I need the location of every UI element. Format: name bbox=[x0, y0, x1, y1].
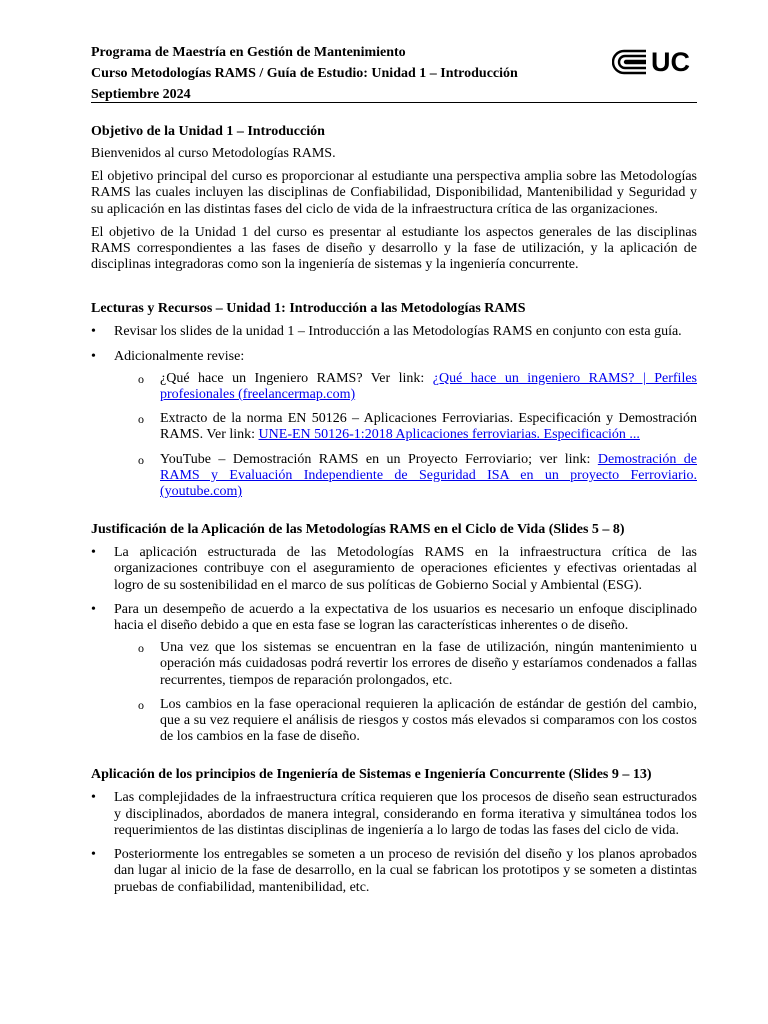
sublist-item-text: Una vez que los sistemas se encuentran en la fase de utilización, ningún mantenimiento u operación más cuidadosas podrá revertir los errores de diseño y estaríamos condenados a fallas recurrentes, tiempos de reparación prolongados, etc. bbox=[160, 640, 697, 688]
bullet-marker: • bbox=[91, 601, 96, 617]
sublist-item bbox=[138, 640, 697, 689]
uc-logo-text: UC bbox=[651, 47, 690, 77]
sublist-item bbox=[138, 411, 697, 443]
sub-marker: o bbox=[138, 452, 144, 467]
list-item-text: Adicionalmente revise: bbox=[114, 348, 245, 364]
sub-marker: o bbox=[138, 641, 144, 656]
sublist-item bbox=[138, 697, 697, 746]
list-item-text: Para un desempeño de acuerdo a la expectativa de los usuarios es necesario un enfoque disciplinado hacia el diseño debido a que en esta fase se logran las características inherentes o de diseño. bbox=[114, 601, 697, 634]
systems-engineering-list bbox=[91, 790, 697, 895]
objective-paragraph-1: El objetivo principal del curso es proporcionar al estudiante una perspectiva amplia sobre las Metodologías RAMS las cuales incluyen las disciplinas de Confiabilidad, Disponibilidad, Mantenibilidad y Seguridad y su aplicación en las distintas fases del ciclo de vida de la infraestructura crítica de las organizaciones. bbox=[91, 169, 697, 217]
sublist-item-text: YouTube – Demostración RAMS en un Proyecto Ferroviario; ver link: bbox=[160, 451, 598, 467]
list-item bbox=[91, 349, 697, 501]
list-item-text: Revisar los slides de la unidad 1 – Introducción a las Metodologías RAMS en conjunto con esta guía. bbox=[114, 324, 682, 340]
list-item bbox=[91, 790, 697, 839]
bullet-marker: • bbox=[91, 847, 96, 863]
bullet-marker: • bbox=[91, 348, 96, 364]
sublist-item bbox=[138, 452, 697, 501]
resources-sublist bbox=[114, 371, 697, 500]
justification-sublist bbox=[114, 640, 697, 745]
objective-paragraph-2: El objetivo de la Unidad 1 del curso es presentar al estudiante los aspectos generales de las disciplinas RAMS correspondientes a las fases de diseño y desarrollo y la fase de utilización, y la aplicación de disciplinas integradoras como son la ingeniería de sistemas y la ingeniería concurrente. bbox=[91, 224, 697, 273]
justification-list bbox=[91, 545, 697, 745]
bullet-marker: • bbox=[91, 790, 96, 806]
section-justification bbox=[91, 521, 697, 745]
sub-marker: o bbox=[138, 371, 144, 386]
section-systems-engineering-title: Aplicación de los principios de Ingeniería de Sistemas e Ingeniería Concurrente (Slides 9 – 13) bbox=[91, 767, 652, 783]
list-item bbox=[91, 545, 697, 594]
document-date: Septiembre 2024 bbox=[91, 87, 191, 102]
sublist-item-text: ¿Qué hace un Ingeniero RAMS? Ver link: bbox=[160, 370, 433, 386]
list-item bbox=[91, 847, 697, 896]
page-header bbox=[91, 0, 697, 103]
welcome-paragraph: Bienvenidos al curso Metodologías RAMS. bbox=[91, 146, 336, 161]
link-rams-engineer[interactable]: ¿Qué hace un ingeniero RAMS? | Perfiles profesionales (freelancermap.com) bbox=[160, 370, 697, 403]
uc-logo bbox=[612, 48, 690, 76]
sublist-item bbox=[138, 371, 697, 403]
sub-marker: o bbox=[138, 412, 144, 427]
sub-marker: o bbox=[138, 697, 144, 712]
readings-list bbox=[91, 324, 697, 500]
list-item bbox=[91, 324, 697, 340]
sublist-item-text: Extracto de la norma EN 50126 – Aplicaciones Ferroviarias. Especificación y Demostración RAMS. Ver link: bbox=[160, 411, 697, 443]
list-item bbox=[91, 602, 697, 746]
section-systems-engineering bbox=[91, 766, 697, 895]
list-item-text: La aplicación estructurada de las Metodologías RAMS en la infraestructura crítica de las organizaciones contribuye con el aseguramiento de operaciones eficientes y efectivas orientadas al logro de su sostenibilidad en el marco de sus políticas de Gobierno Social y Ambiental (ESG). bbox=[114, 545, 697, 593]
section-justification-title: Justificación de la Aplicación de las Metodologías RAMS en el Ciclo de Vida (Slides 5 – 8) bbox=[91, 522, 625, 538]
link-youtube-rams[interactable]: Demostración de RAMS y Evaluación Independiente de Seguridad ISA en un proyecto Ferroviario. (youtube.com) bbox=[160, 451, 697, 500]
list-item-text: Posteriormente los entregables se someten a un proceso de revisión del diseño y los planos aprobados dan lugar al inicio de la fase de desarrollo, en la cual se fabrican los prototipos y se someten a distintas pruebas de confiabilidad, mantenibilidad, etc. bbox=[114, 847, 697, 895]
section-readings-title: Lecturas y Recursos – Unidad 1: Introducción a las Metodologías RAMS bbox=[91, 301, 526, 317]
section-objective-title: Objetivo de la Unidad 1 – Introducción bbox=[91, 124, 325, 139]
uc-logo-icon bbox=[612, 49, 648, 75]
course-title: Curso Metodologías RAMS / Guía de Estudio: Unidad 1 – Introducción bbox=[91, 66, 518, 81]
bullet-marker: • bbox=[91, 545, 96, 561]
list-item-text: Las complejidades de la infraestructura crítica requieren que los procesos de diseño sean estructurados y disciplinados, abordados de manera integral, considerando en forma iterativa y simultánea todos los requerimientos de las distintas disciplinas de ingeniería a lo largo de todas las fases del ciclo de vida. bbox=[114, 790, 697, 838]
section-readings bbox=[91, 300, 697, 500]
program-title: Programa de Maestría en Gestión de Mantenimiento bbox=[91, 45, 406, 60]
link-en50126[interactable]: UNE-EN 50126-1:2018 Aplicaciones ferroviarias. Especificación ... bbox=[258, 427, 640, 443]
sublist-item-text: Los cambios en la fase operacional requieren la aplicación de estándar de gestión del cambio, que a su vez requiere el análisis de riesgos y costos más elevados si comparamos con los costos de los cambios en la fase de diseño. bbox=[160, 696, 697, 745]
section-objective bbox=[91, 123, 697, 273]
bullet-marker: • bbox=[91, 324, 96, 340]
